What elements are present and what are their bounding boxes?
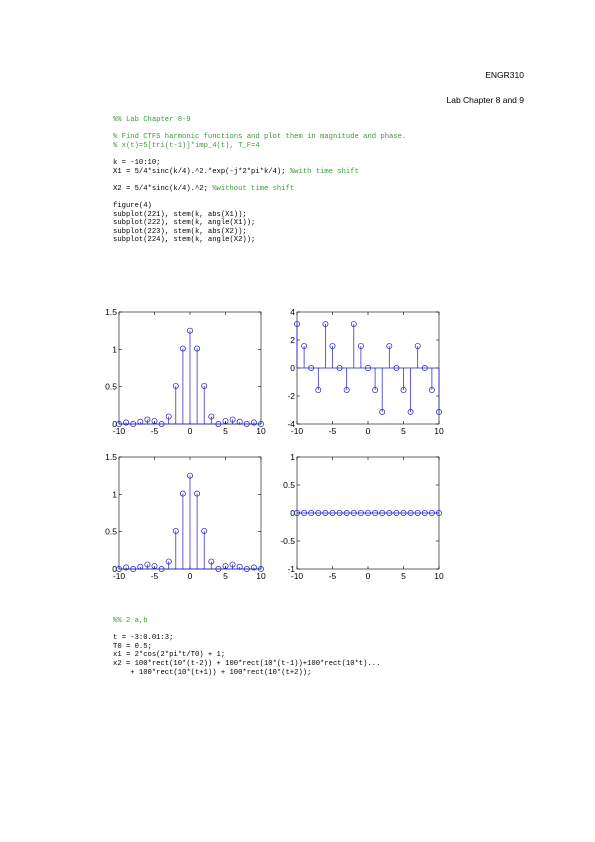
code-line: % Find CTFS harmonic functions and plot them in magnitude and phase. bbox=[113, 133, 407, 142]
x-tick-label: -5 bbox=[150, 426, 159, 436]
code-comment: %without time shift bbox=[212, 184, 295, 193]
x-tick-label: 0 bbox=[365, 426, 371, 436]
code-line bbox=[113, 176, 406, 185]
y-tick-label: -1 bbox=[287, 564, 295, 574]
code-line: % x(t)=5[tri(t-1)]*imp_4(t), T_F=4 bbox=[113, 141, 260, 150]
lab-subtitle: Lab Chapter 8 and 9 bbox=[446, 95, 524, 105]
code-line: t = -3:0.01:3; bbox=[113, 634, 174, 643]
code-line bbox=[113, 125, 406, 134]
y-tick-label: 0.5 bbox=[105, 381, 117, 392]
x-tick-label: 0 bbox=[365, 571, 371, 581]
y-tick-label: 0 bbox=[112, 564, 117, 574]
x-tick-label: 5 bbox=[223, 571, 228, 581]
y-tick-label: -4 bbox=[287, 419, 295, 429]
x-tick-label: 5 bbox=[223, 426, 228, 436]
code-line: subplot(222), stem(k, angle(X1)); bbox=[113, 219, 256, 228]
code-line: x1 = 2*cos(2*pi*t/T0) + 1; bbox=[113, 651, 226, 660]
course-code: ENGR310 bbox=[485, 70, 524, 80]
x-tick-label: -10 bbox=[290, 571, 304, 581]
x-tick-label: 10 bbox=[256, 426, 266, 436]
y-tick-label: 1 bbox=[112, 344, 117, 355]
code-line: subplot(223), stem(k, abs(X2)); bbox=[113, 227, 247, 236]
stem-plot-angle-x1 bbox=[287, 307, 447, 436]
y-tick-label: 1 bbox=[112, 489, 117, 500]
y-tick-label: 2 bbox=[290, 335, 295, 345]
x-tick-label: -5 bbox=[150, 571, 159, 581]
code-line: %% Lab Chapter 8-9 bbox=[113, 116, 191, 124]
y-tick-label: 0.5 bbox=[283, 480, 295, 490]
y-tick-label: -2 bbox=[287, 391, 295, 401]
y-tick-label: 4 bbox=[290, 307, 295, 317]
code-line bbox=[113, 193, 406, 202]
x-tick-label: -5 bbox=[328, 571, 337, 581]
code-line: x2 = 100*rect(10*(t-2)) + 100*rect(10*(t-1))+100*rect(10*t)... bbox=[113, 659, 381, 668]
x-tick-label: 5 bbox=[401, 571, 406, 581]
stem-plot-svg bbox=[280, 452, 444, 583]
stem-plot-svg bbox=[287, 307, 444, 438]
x-tick-label: 5 bbox=[401, 426, 406, 436]
code-line: X2 = 5/4*sinc(k/4).^2; %without time shift bbox=[113, 184, 295, 193]
y-tick-label: 1 bbox=[290, 452, 295, 462]
code-block-2 bbox=[113, 617, 380, 677]
x-tick-label: -5 bbox=[328, 426, 337, 436]
code-line: X1 = 5/4*sinc(k/4).^2.*exp(-j*2*pi*k/4); %with time shift bbox=[113, 167, 359, 176]
x-tick-label: -10 bbox=[112, 571, 126, 581]
x-tick-label: 0 bbox=[187, 426, 193, 436]
y-tick-label: -0.5 bbox=[280, 536, 295, 546]
code-line: subplot(224), stem(k, angle(X2)); bbox=[113, 236, 256, 245]
y-tick-label: 0 bbox=[290, 508, 295, 518]
code-line: %% 2 a,b bbox=[113, 617, 148, 625]
x-tick-label: -10 bbox=[112, 426, 126, 436]
y-tick-label: 0.5 bbox=[105, 526, 117, 537]
x-tick-label: 10 bbox=[256, 571, 266, 581]
y-tick-label: 1.5 bbox=[105, 452, 117, 462]
x-tick-label: 0 bbox=[187, 571, 193, 581]
stem-plot-svg bbox=[105, 307, 266, 438]
stem-plot-svg bbox=[105, 452, 266, 583]
code-block-1 bbox=[113, 116, 406, 245]
code-line: + 100*rect(10*(t+1)) + 100*rect(10*(t+2)); bbox=[113, 668, 312, 677]
stem-plot-abs-x1 bbox=[105, 307, 269, 436]
code-comment: %with time shift bbox=[289, 167, 359, 176]
stem-plot-angle-x2 bbox=[280, 452, 447, 581]
code-line: subplot(221), stem(k, abs(X1)); bbox=[113, 210, 247, 219]
x-tick-label: -10 bbox=[290, 426, 304, 436]
code-line: figure(4) bbox=[113, 201, 152, 210]
code-line bbox=[113, 150, 406, 159]
y-tick-label: 0 bbox=[112, 419, 117, 429]
y-tick-label: 0 bbox=[290, 363, 295, 373]
code-line: k = -10:10; bbox=[113, 158, 161, 167]
code-line bbox=[113, 626, 380, 635]
code-line: T0 = 0.5; bbox=[113, 642, 152, 651]
x-tick-label: 10 bbox=[434, 571, 444, 581]
stem-plot-abs-x2 bbox=[105, 452, 269, 581]
y-tick-label: 1.5 bbox=[105, 307, 117, 317]
x-tick-label: 10 bbox=[434, 426, 444, 436]
